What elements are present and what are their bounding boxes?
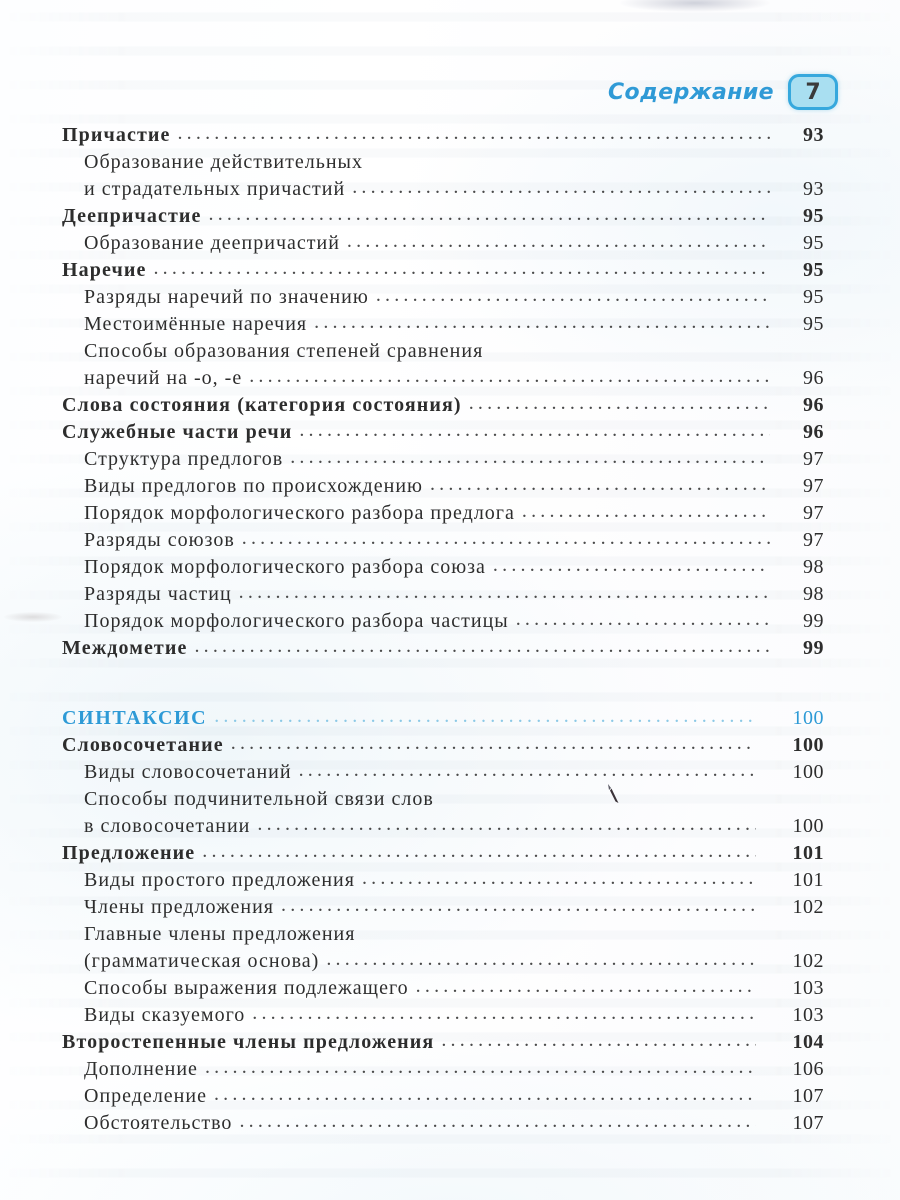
toc-entry-page-number: 100: [792, 761, 824, 783]
dot-leader: [252, 1003, 756, 1023]
dot-leader: [202, 841, 756, 861]
toc-entry-page-number: 98: [803, 583, 824, 605]
toc-entry-page-number: 107: [792, 1112, 824, 1134]
toc-entry-label: в словосочетании: [84, 815, 251, 837]
dot-leader: [153, 258, 770, 278]
toc-entry-page-number: 102: [792, 950, 824, 972]
toc-entry-row[interactable]: [62, 869, 824, 896]
toc-entry-label: Способы образования степеней сравнения: [84, 340, 484, 362]
toc-entry-label: Способы выражения подлежащего: [84, 977, 409, 999]
toc-entry-row[interactable]: [62, 1004, 824, 1031]
toc-entry-page-number: 93: [803, 178, 824, 200]
running-head: [608, 74, 838, 110]
toc-entry-label: и страдательных причастий: [84, 178, 346, 200]
toc-entry-page-number: 97: [803, 448, 824, 470]
toc-entry-page-number: 98: [803, 556, 824, 578]
scan-smudge-left: [4, 612, 62, 622]
running-head-title: Содержание: [608, 79, 774, 105]
dot-leader: [205, 1057, 756, 1077]
toc-section-row[interactable]: [62, 842, 824, 869]
toc-section-row[interactable]: [62, 421, 824, 448]
dot-leader: [376, 285, 770, 305]
toc-entry-label: Виды предлогов по происхождению: [84, 475, 423, 497]
toc-entry-page-number: 100: [792, 815, 824, 837]
toc-entry-page-number: 95: [803, 205, 824, 227]
toc-section-row[interactable]: [62, 637, 824, 664]
toc-entry-row[interactable]: [62, 475, 824, 502]
dot-leader: [352, 177, 770, 197]
toc-entry-label: Междометие: [62, 637, 188, 659]
toc-entry-label: Второстепенные члены предложения: [62, 1031, 435, 1053]
toc-entry-label: Дополнение: [84, 1058, 198, 1080]
toc-entry-label: Причастие: [62, 124, 171, 146]
dot-leader: [290, 447, 770, 467]
toc-entry-row[interactable]: [62, 1112, 824, 1139]
dot-leader: [430, 474, 770, 494]
toc-entry-row[interactable]: [62, 556, 824, 583]
toc-entry-label: Разряды наречий по значению: [84, 286, 369, 308]
toc-entry-label: Образование действительных: [84, 151, 363, 173]
toc-entry-page-number: 104: [792, 1031, 824, 1053]
toc-entry-page-number: 100: [792, 707, 824, 729]
toc-entry-row[interactable]: [62, 313, 824, 340]
dot-leader: [326, 949, 756, 969]
dot-leader: [314, 312, 770, 332]
toc-entry-page-number: 103: [792, 977, 824, 999]
toc-entry-label: Виды сказуемого: [84, 1004, 246, 1026]
toc-entry-page-number: 101: [792, 869, 824, 891]
toc-entry-row[interactable]: [62, 1085, 824, 1112]
toc-entry-row[interactable]: [62, 815, 824, 842]
dot-leader: [242, 528, 770, 548]
toc-entry-page-number: 95: [803, 232, 824, 254]
toc-entry-row[interactable]: [62, 151, 824, 178]
toc-entry-row[interactable]: [62, 788, 824, 815]
toc-part-row[interactable]: [62, 707, 824, 734]
dot-leader: [522, 501, 770, 521]
toc-entry-label: Словосочетание: [62, 734, 224, 756]
toc-entry-page-number: 97: [803, 502, 824, 524]
dot-leader: [249, 366, 770, 386]
toc-entry-row[interactable]: [62, 448, 824, 475]
toc-entry-label: (грамматическая основа): [84, 950, 320, 972]
section-spacer: [62, 664, 824, 707]
toc-entry-row[interactable]: [62, 583, 824, 610]
toc-entry-row[interactable]: [62, 529, 824, 556]
toc-entry-row[interactable]: [62, 367, 824, 394]
dot-leader: [239, 1111, 756, 1131]
toc-section-row[interactable]: [62, 394, 824, 421]
toc-entry-page-number: 106: [792, 1058, 824, 1080]
toc-entry-page-number: 96: [803, 394, 824, 416]
dot-leader: [493, 555, 770, 575]
dot-leader: [214, 706, 756, 726]
toc-entry-row[interactable]: [62, 1058, 824, 1085]
toc-entry-row[interactable]: [62, 286, 824, 313]
toc-entry-label: Порядок морфологического разбора союза: [84, 556, 486, 578]
toc-entry-page-number: 101: [792, 842, 824, 864]
toc-entry-row[interactable]: [62, 896, 824, 923]
toc-entry-label: Служебные части речи: [62, 421, 293, 443]
toc-entry-page-number: 93: [803, 124, 824, 146]
toc-entry-page-number: 95: [803, 259, 824, 281]
toc-section-row[interactable]: [62, 205, 824, 232]
toc-entry-page-number: 99: [803, 637, 824, 659]
toc-entry-row[interactable]: [62, 761, 824, 788]
toc-entry-label: Порядок морфологического разбора частицы: [84, 610, 509, 632]
dot-leader: [239, 582, 770, 602]
toc-entry-label: Местоимённые наречия: [84, 313, 308, 335]
toc-entry-label: Члены предложения: [84, 896, 275, 918]
toc-entry-row[interactable]: [62, 178, 824, 205]
table-of-contents: [62, 124, 824, 1139]
toc-entry-page-number: 99: [803, 610, 824, 632]
toc-entry-label: Деепричастие: [62, 205, 202, 227]
toc-entry-label: наречий на -о, -е: [84, 367, 243, 389]
dot-leader: [362, 868, 756, 888]
toc-entry-page-number: 97: [803, 475, 824, 497]
toc-entry-row[interactable]: [62, 923, 824, 950]
toc-section-row[interactable]: [62, 124, 824, 151]
toc-entry-label: Разряды союзов: [84, 529, 235, 551]
toc-section-row[interactable]: [62, 259, 824, 286]
dot-leader: [347, 231, 770, 251]
toc-entry-row[interactable]: [62, 977, 824, 1004]
toc-entry-page-number: 96: [803, 367, 824, 389]
toc-entry-label: Слова состояния (категория состояния): [62, 394, 462, 416]
toc-entry-row[interactable]: [62, 502, 824, 529]
toc-entry-row[interactable]: [62, 610, 824, 637]
dot-leader: [231, 733, 756, 753]
dot-leader: [416, 976, 756, 996]
toc-entry-page-number: 103: [792, 1004, 824, 1026]
page-number-badge: 7: [788, 74, 838, 110]
toc-entry-page-number: 96: [803, 421, 824, 443]
dot-leader: [281, 895, 756, 915]
dot-leader: [209, 204, 770, 224]
dot-leader: [194, 636, 770, 656]
toc-entry-label: Способы подчинительной связи слов: [84, 788, 434, 810]
dot-leader: [516, 609, 770, 629]
toc-entry-label: Порядок морфологического разбора предлога: [84, 502, 515, 524]
toc-entry-page-number: 100: [792, 734, 824, 756]
dot-leader: [299, 420, 770, 440]
toc-entry-page-number: 102: [792, 896, 824, 918]
toc-entry-label: Разряды частиц: [84, 583, 232, 605]
dot-leader: [214, 1084, 756, 1104]
toc-entry-page-number: 97: [803, 529, 824, 551]
toc-entry-label: Предложение: [62, 842, 196, 864]
toc-entry-row[interactable]: [62, 340, 824, 367]
toc-entry-page-number: 95: [803, 313, 824, 335]
toc-section-row[interactable]: [62, 1031, 824, 1058]
toc-entry-page-number: 107: [792, 1085, 824, 1107]
dot-leader: [257, 814, 756, 834]
toc-entry-label: Образование деепричастий: [84, 232, 340, 254]
toc-entry-label: Обстоятельство: [84, 1112, 233, 1134]
dot-leader: [441, 1030, 756, 1050]
toc-section-row[interactable]: [62, 734, 824, 761]
toc-entry-label: Главные члены предложения: [84, 923, 356, 945]
dot-leader: [299, 760, 756, 780]
toc-entry-label: СИНТАКСИС: [62, 707, 208, 729]
toc-entry-label: Наречие: [62, 259, 147, 281]
toc-entry-label: Виды простого предложения: [84, 869, 355, 891]
toc-entry-label: Структура предлогов: [84, 448, 284, 470]
toc-entry-page-number: 95: [803, 286, 824, 308]
toc-entry-row[interactable]: [62, 232, 824, 259]
toc-entry-row[interactable]: [62, 950, 824, 977]
scan-smudge-top: [620, 0, 770, 12]
dot-leader: [469, 393, 770, 413]
dot-leader: [177, 123, 770, 143]
toc-entry-label: Виды словосочетаний: [84, 761, 292, 783]
toc-entry-label: Определение: [84, 1085, 207, 1107]
